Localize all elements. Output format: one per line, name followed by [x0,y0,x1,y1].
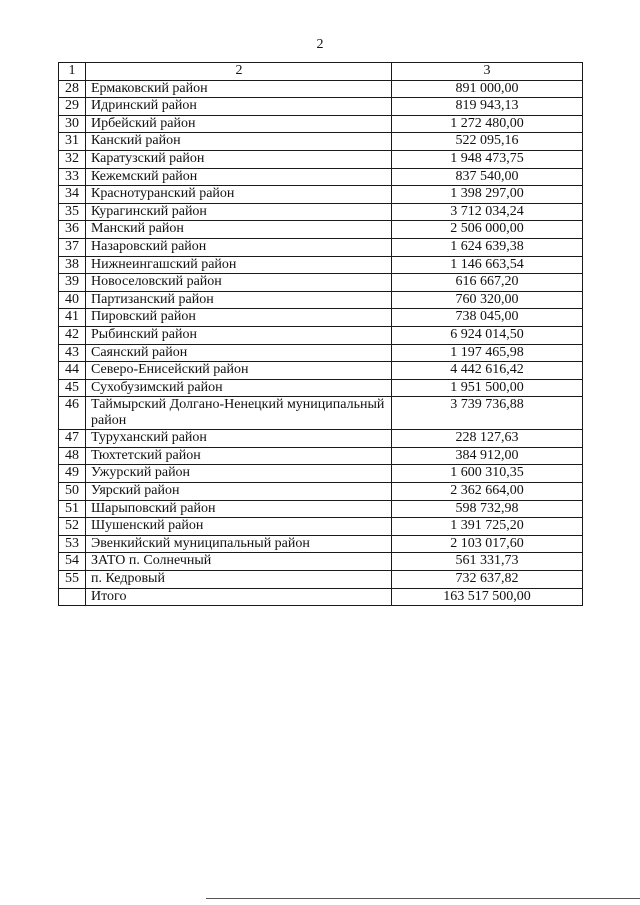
municipality-name: Новоселовский район [86,274,392,292]
municipality-name: Кежемский район [86,168,392,186]
row-number: 38 [59,256,86,274]
municipality-name: Уярский район [86,483,392,501]
municipality-name: Ирбейский район [86,115,392,133]
row-number: 49 [59,465,86,483]
table-row [59,326,583,344]
row-number: 28 [59,80,86,98]
row-number: 54 [59,553,86,571]
table-row [59,98,583,116]
table-row [59,362,583,380]
table-row [59,500,583,518]
row-number: 34 [59,186,86,204]
municipality-name: Пировский район [86,309,392,327]
table-row [59,238,583,256]
allocation-amount: 228 127,63 [392,430,583,448]
table-row [59,80,583,98]
municipality-name: Тюхтетский район [86,447,392,465]
allocation-amount: 1 600 310,35 [392,465,583,483]
allocation-amount: 837 540,00 [392,168,583,186]
municipality-name: Рыбинский район [86,326,392,344]
municipality-name: Манский район [86,221,392,239]
municipality-name: Назаровский район [86,238,392,256]
row-number: 36 [59,221,86,239]
row-number: 39 [59,274,86,292]
row-number: 50 [59,483,86,501]
table-row [59,553,583,571]
allocation-amount: 1 398 297,00 [392,186,583,204]
row-number: 51 [59,500,86,518]
row-number: 55 [59,571,86,589]
column-header-2: 2 [86,63,392,81]
allocation-amount: 616 667,20 [392,274,583,292]
allocation-amount: 1 951 500,00 [392,379,583,397]
municipality-name: Партизанский район [86,291,392,309]
allocation-table [58,62,583,606]
row-number: 31 [59,133,86,151]
municipality-name: Краснотуранский район [86,186,392,204]
allocation-amount: 1 146 663,54 [392,256,583,274]
table-body [59,63,583,606]
municipality-name: Таймырский Долгано-Ненецкий муниципальный район [86,397,392,430]
row-number: 47 [59,430,86,448]
allocation-amount: 891 000,00 [392,80,583,98]
table-row [59,291,583,309]
allocation-amount: 6 924 014,50 [392,326,583,344]
table-row [59,535,583,553]
allocation-amount: 598 732,98 [392,500,583,518]
table-row [59,588,583,606]
row-number: 40 [59,291,86,309]
allocation-amount: 760 320,00 [392,291,583,309]
table-header-row [59,63,583,81]
municipality-name: Шушенский район [86,518,392,536]
column-header-3: 3 [392,63,583,81]
row-number: 42 [59,326,86,344]
municipality-name: Каратузский район [86,150,392,168]
table-row [59,344,583,362]
table-row [59,518,583,536]
municipality-name: Нижнеингашский район [86,256,392,274]
allocation-amount: 1 272 480,00 [392,115,583,133]
table-row [59,447,583,465]
row-number: 29 [59,98,86,116]
scan-edge-line [206,898,640,899]
municipality-name: Курагинский район [86,203,392,221]
row-number: 43 [59,344,86,362]
allocation-amount: 1 948 473,75 [392,150,583,168]
table-row [59,465,583,483]
table-row [59,397,583,430]
allocation-amount: 2 506 000,00 [392,221,583,239]
row-number: 52 [59,518,86,536]
municipality-name: Сухобузимский район [86,379,392,397]
allocation-amount: 738 045,00 [392,309,583,327]
allocation-amount: 4 442 616,42 [392,362,583,380]
municipality-name: Саянский район [86,344,392,362]
allocation-amount: 3 739 736,88 [392,397,583,430]
table-row [59,168,583,186]
allocation-amount: 3 712 034,24 [392,203,583,221]
allocation-amount: 1 391 725,20 [392,518,583,536]
allocation-amount: 819 943,13 [392,98,583,116]
allocation-amount: 2 362 664,00 [392,483,583,501]
row-number [59,588,86,606]
row-number: 46 [59,397,86,430]
row-number: 30 [59,115,86,133]
allocation-amount: 561 331,73 [392,553,583,571]
municipality-name: Туруханский район [86,430,392,448]
allocation-amount: 732 637,82 [392,571,583,589]
table-row [59,256,583,274]
municipality-name: Канский район [86,133,392,151]
table-row [59,430,583,448]
allocation-amount: 2 103 017,60 [392,535,583,553]
municipality-name: Эвенкийский муниципальный район [86,535,392,553]
row-number: 35 [59,203,86,221]
column-header-1: 1 [59,63,86,81]
row-number: 45 [59,379,86,397]
table-row [59,221,583,239]
municipality-name: Итого [86,588,392,606]
municipality-name: Идринский район [86,98,392,116]
allocation-amount: 522 095,16 [392,133,583,151]
table-row [59,203,583,221]
row-number: 33 [59,168,86,186]
allocation-amount: 1 197 465,98 [392,344,583,362]
row-number: 48 [59,447,86,465]
municipality-name: ЗАТО п. Солнечный [86,553,392,571]
allocation-amount: 163 517 500,00 [392,588,583,606]
table-row [59,309,583,327]
municipality-name: п. Кедровый [86,571,392,589]
table-row [59,115,583,133]
table-row [59,150,583,168]
row-number: 32 [59,150,86,168]
municipality-name: Ермаковский район [86,80,392,98]
municipality-name: Шарыповский район [86,500,392,518]
allocation-amount: 1 624 639,38 [392,238,583,256]
row-number: 41 [59,309,86,327]
municipality-name: Ужурский район [86,465,392,483]
table-row [59,571,583,589]
table-row [59,483,583,501]
table-row [59,133,583,151]
municipality-name: Северо-Енисейский район [86,362,392,380]
row-number: 53 [59,535,86,553]
table-row [59,379,583,397]
table-row [59,274,583,292]
row-number: 37 [59,238,86,256]
row-number: 44 [59,362,86,380]
allocation-amount: 384 912,00 [392,447,583,465]
page-number: 2 [316,37,324,52]
table-row [59,186,583,204]
